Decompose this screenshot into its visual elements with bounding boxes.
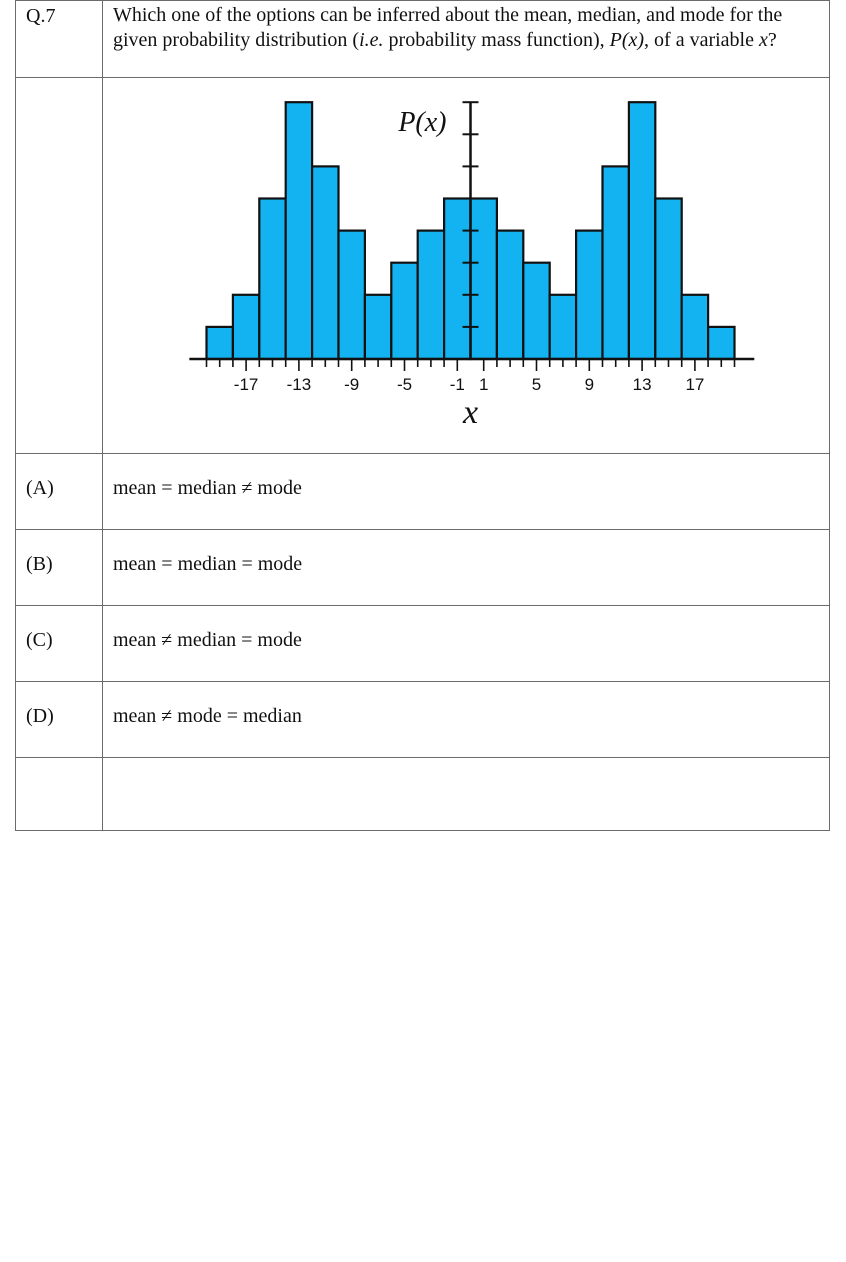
option-label[interactable]: (B) bbox=[16, 530, 103, 606]
question-text-var: x bbox=[758, 29, 768, 51]
option-text[interactable]: mean = median = mode bbox=[103, 530, 830, 606]
bar bbox=[339, 231, 365, 359]
option-text[interactable]: mean ≠ mode = median bbox=[103, 682, 830, 758]
x-tick-label: 9 bbox=[584, 375, 595, 394]
question-text-ie: i.e. bbox=[359, 29, 384, 51]
bar bbox=[603, 166, 629, 359]
question-text-part: probability mass function), bbox=[383, 29, 610, 51]
empty-cell bbox=[103, 758, 830, 831]
question-text-part: ? bbox=[767, 29, 777, 51]
x-tick-label: 5 bbox=[531, 375, 542, 394]
option-label[interactable]: (A) bbox=[16, 454, 103, 530]
x-tick-label: -1 bbox=[449, 375, 465, 394]
question-table bbox=[15, 0, 830, 831]
bar bbox=[523, 263, 549, 359]
question-text-part: Which one of the options can be inferred about the mean, median, and mode for the given probability distribution ( bbox=[113, 4, 783, 51]
option-text[interactable]: mean = median ≠ mode bbox=[103, 454, 830, 530]
x-tick-label: -13 bbox=[286, 375, 312, 394]
question-number: Q.7 bbox=[16, 1, 103, 78]
bar bbox=[497, 231, 523, 359]
figure-row bbox=[16, 78, 830, 454]
bar bbox=[365, 295, 391, 359]
bar bbox=[233, 295, 259, 359]
x-tick-label: -17 bbox=[233, 375, 259, 394]
empty-cell bbox=[16, 758, 103, 831]
option-row-d[interactable] bbox=[16, 682, 830, 758]
bar bbox=[655, 199, 681, 360]
figure-label-cell bbox=[16, 78, 103, 454]
bar bbox=[418, 231, 444, 359]
option-row-c[interactable] bbox=[16, 606, 830, 682]
bar bbox=[312, 166, 338, 359]
option-text[interactable]: mean ≠ median = mode bbox=[103, 606, 830, 682]
option-label[interactable]: (D) bbox=[16, 682, 103, 758]
figure-cell bbox=[103, 78, 830, 454]
option-row-a[interactable] bbox=[16, 454, 830, 530]
option-row-b[interactable] bbox=[16, 530, 830, 606]
bar bbox=[259, 199, 285, 360]
pmf-chart bbox=[103, 78, 840, 449]
bar bbox=[471, 199, 497, 360]
bar bbox=[391, 263, 417, 359]
bar bbox=[550, 295, 576, 359]
x-tick-label: 13 bbox=[632, 375, 652, 394]
empty-row bbox=[16, 758, 830, 831]
x-tick-label: -5 bbox=[396, 375, 413, 394]
x-tick-label: 1 bbox=[478, 375, 489, 394]
bar bbox=[708, 327, 734, 359]
bar bbox=[444, 199, 470, 360]
bar bbox=[629, 102, 655, 359]
question-text-px: P(x) bbox=[609, 29, 645, 51]
bar bbox=[207, 327, 233, 359]
question-text bbox=[103, 1, 830, 78]
bar bbox=[286, 102, 312, 359]
x-tick-label: 17 bbox=[685, 375, 705, 394]
bar bbox=[576, 231, 602, 359]
y-axis-label: P(x) bbox=[398, 107, 447, 138]
question-row bbox=[16, 1, 830, 78]
x-tick-label: -9 bbox=[344, 375, 360, 394]
bar bbox=[682, 295, 708, 359]
option-label[interactable]: (C) bbox=[16, 606, 103, 682]
question-text-part: , of a variable bbox=[644, 29, 759, 51]
x-axis-label: x bbox=[462, 394, 479, 431]
